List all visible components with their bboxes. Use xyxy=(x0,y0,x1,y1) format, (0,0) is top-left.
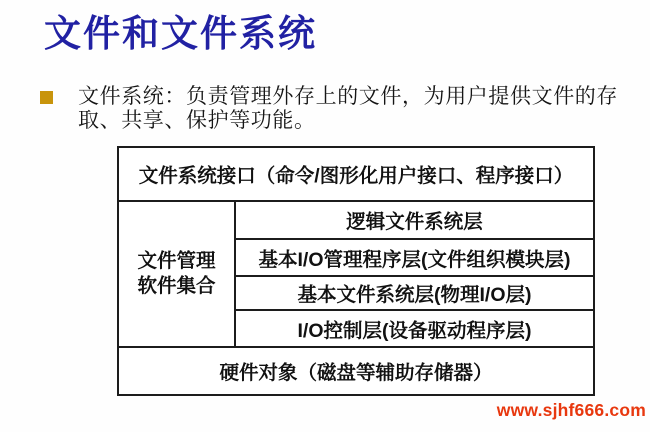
software-collection-label-line2: 软件集合 xyxy=(137,275,216,297)
page-title: 文件和文件系统 xyxy=(44,14,317,55)
table-cell-hardware-objects: 硬件对象（磁盘等辅助存储器） xyxy=(119,346,593,394)
software-collection-label-line1: 文件管理 xyxy=(137,250,216,272)
table-cell-basic-file-system-layer: 基本文件系统层(物理I/O层) xyxy=(236,277,593,311)
table-cell-logical-file-system-layer: 逻辑文件系统层 xyxy=(236,202,593,240)
bullet-text: 文件系统：负责管理外存上的文件，为用户提供文件的存取、共享、保护等功能。 xyxy=(78,84,618,132)
file-system-layers-table xyxy=(117,146,595,396)
table-cell-software-collection-label xyxy=(119,202,236,346)
table-cell-interface-layer: 文件系统接口（命令/图形化用户接口、程序接口） xyxy=(119,148,593,202)
bullet-square-icon xyxy=(40,91,53,104)
table-cell-basic-io-supervisor-layer: 基本I/O管理程序层(文件组织模块层) xyxy=(236,240,593,277)
watermark-url: www.sjhf666.com xyxy=(496,400,646,420)
bullet-item xyxy=(40,85,620,132)
table-cell-io-control-layer: I/O控制层(设备驱动程序层) xyxy=(297,319,532,342)
